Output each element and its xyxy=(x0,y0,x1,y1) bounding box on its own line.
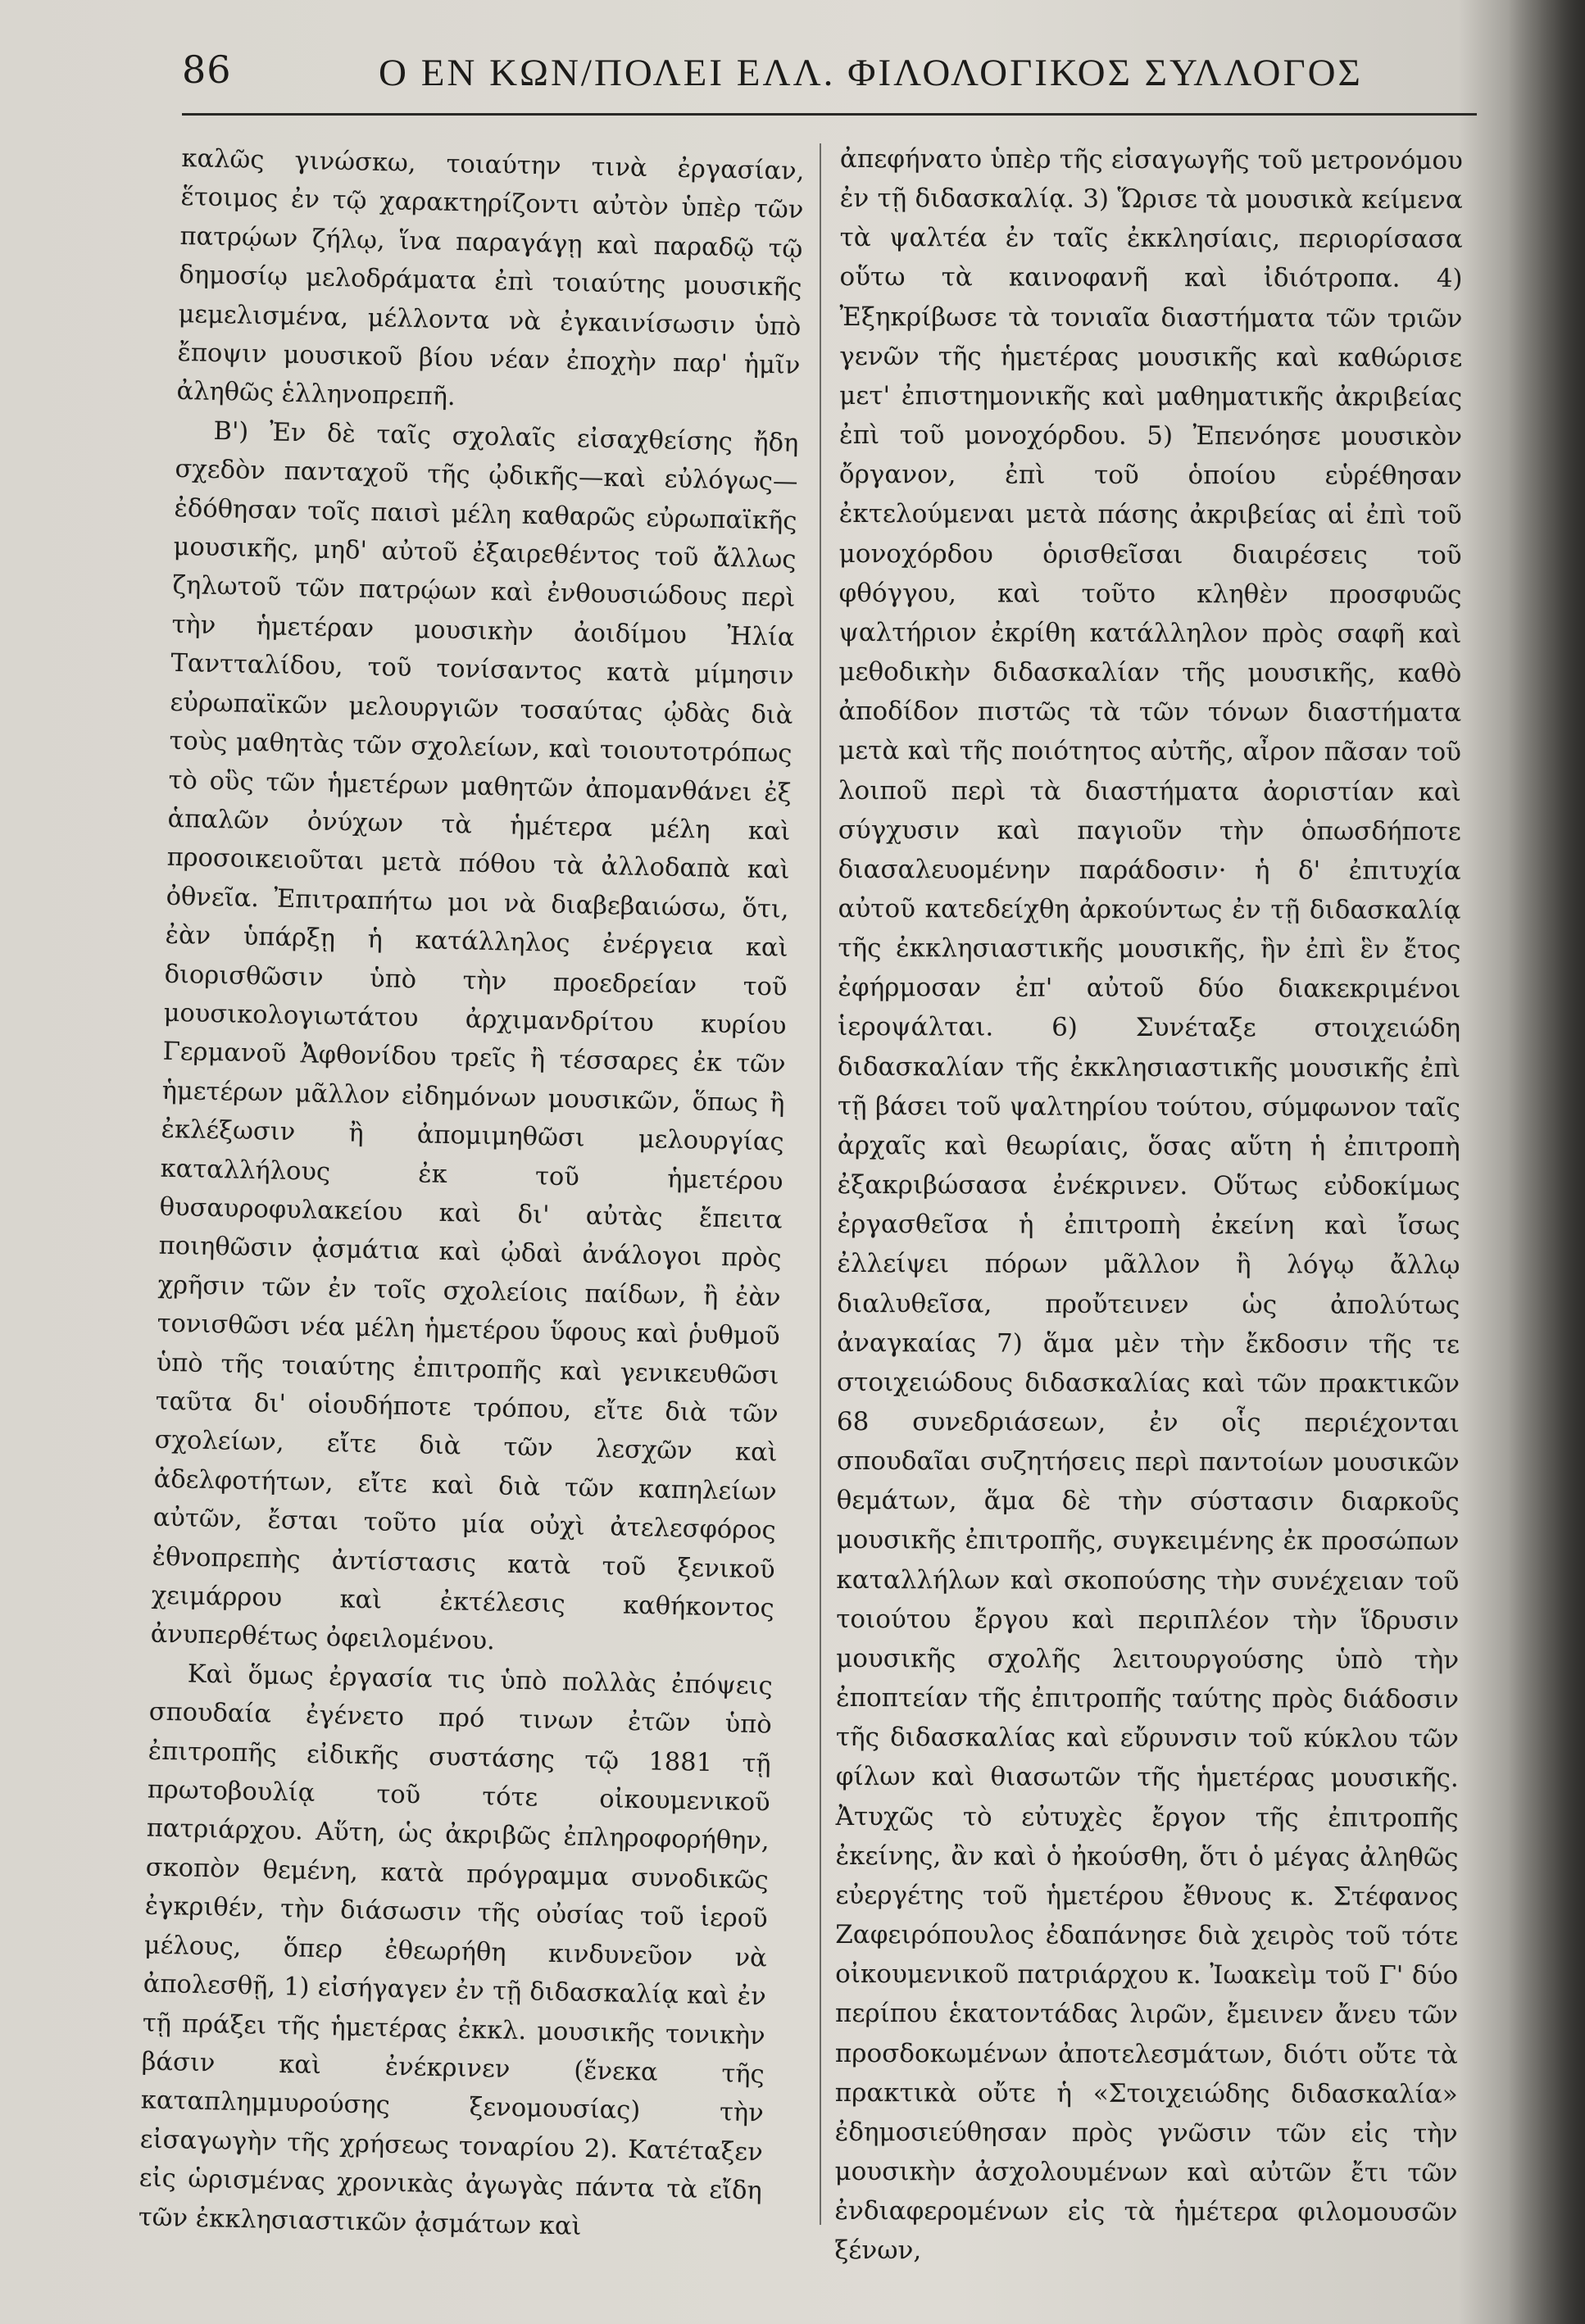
right-column xyxy=(834,139,1463,2272)
book-spine-shadow xyxy=(1508,0,1585,2324)
running-title: Ο ΕΝ ΚΩΝ/ΠΟΛΕΙ ΕΛΛ. ΦΙΛΟΛΟΓΙΚΟΣ ΣΥΛΛΟΓΟΣ xyxy=(379,52,1363,94)
page-number: 86 xyxy=(182,48,232,92)
header-rule xyxy=(182,113,1477,116)
left-paragraph-3: Καὶ ὅμως ἐργασία τις ὑπὸ πολλὰς ἐπόψεις σπουδαία ἐγένετο πρό τινων ἐτῶν ὑπὸ ἐπιτροπῆς εἰδικῆς συστάσης τῷ 1881 τῇ πρωτοβουλίᾳ τοῦ τότε οἰκουμενικοῦ πατριάρχου. Αὕτη, ὡς ἀκριβῶς ἐπληροφορήθην, σκοπὸν θεμένη, κατὰ πρόγραμμα συνοδικῶς ἐγκριθέν, τὴν διάσωσιν τῆς οὐσίας τοῦ ἱεροῦ μέλους, ὅπερ ἐθεωρήθη κινδυνεῦον νὰ ἀπολεσθῇ, 1) εἰσήγαγεν ἐν τῇ διδασκαλίᾳ καὶ ἐν τῇ πράξει τῆς ἡμετέρας ἐκκλ. μουσικῆς τονικὴν βάσιν καὶ ἐνέκρινεν (ἕνεκα τῆς καταπλημμυρούσης ξενομουσίας) τὴν εἰσαγωγὴν τῆς χρήσεως τοναρίου 2). Κατέταξεν εἰς ὡρισμένας χρονικὰς ἀγωγὰς πάντα τὰ εἴδη τῶν ἐκκλησιαστικῶν ᾀσμάτων καὶ xyxy=(138,1659,773,2241)
left-column xyxy=(138,139,804,2249)
left-paragraph-2: Β') Ἐν δὲ ταῖς σχολαῖς εἰσαχθείσης ἤδη σχεδὸν πανταχοῦ τῆς ᾠδικῆς—καὶ εὐλόγως— ἐδόθησαν τοῖς παισὶ μέλη καθαρῶς εὐρωπαϊκῆς μουσικῆς, μηδ' αὐτοῦ ἐξαιρεθέντος τοῦ ἄλλως ζηλωτοῦ τῶν πατρῴων καὶ ἐνθουσιώδους περὶ τὴν ἡμετέραν μουσικὴν ἀοιδίμου Ἠλία Ταντταλίδου, τοῦ τονίσαντος κατὰ μίμησιν εὐρωπαϊκῶν μελουργιῶν τοσαύτας ᾠδὰς διὰ τοὺς μαθητὰς τῶν σχολείων, καὶ τοιουτοτρόπως τὸ οὓς τῶν ἡμετέρων μαθητῶν ἀπομανθάνει ἐξ ἁπαλῶν ὀνύχων τὰ ἡμέτερα μέλη καὶ προσοικειοῦται μετὰ πόθου τὰ ἀλλοδαπὰ καὶ ὀθνεῖα. Ἐπιτραπήτω μοι νὰ διαβεβαιώσω, ὅτι, ἐὰν ὑπάρξῃ ἡ κατάλληλος ἐνέργεια καὶ διορισθῶσιν ὑπὸ τὴν προεδρείαν τοῦ μουσικολογιωτάτου ἀρχιμανδρίτου κυρίου Γερμανοῦ Ἀφθονίδου τρεῖς ἢ τέσσαρες ἐκ τῶν ἡμετέρων μᾶλλον εἰδημόνων μουσικῶν, ὅπως ἢ ἐκλέξωσιν ἢ ἀπομιμηθῶσι μελουργίας καταλλήλους ἐκ τοῦ ἡμετέρου θυσαυροφυλακείου καὶ δι' αὐτὰς ἔπειτα ποιηθῶσιν ᾀσμάτια καὶ ᾠδαὶ ἀνάλογοι πρὸς χρῆσιν τῶν ἐν τοῖς σχολείοις παίδων, ἢ ἐὰν τονισθῶσι νέα μέλη ἡμετέρου ὕφους καὶ ῥυθμοῦ ὑπὸ τῆς τοιαύτης ἐπιτροπῆς καὶ γενικευθῶσι ταῦτα δι' οἱουδήποτε τρόπου, εἴτε διὰ τῶν σχολείων, εἴτε διὰ τῶν λεσχῶν καὶ ἀδελφοτήτων, εἴτε καὶ διὰ τῶν καπηλείων αὐτῶν, ἔσται τοῦτο μία οὐχὶ ἀτελεσφόρος ἐθνοπρεπὴς ἀντίστασις κατὰ τοῦ ξενικοῦ χειμάρρου καὶ ἐκτέλεσις καθήκοντος ἀνυπερθέτως ὀφειλομένου. xyxy=(150,416,799,1656)
page-header xyxy=(182,41,1493,107)
right-paragraph-1: ἀπεφήνατο ὑπὲρ τῆς εἰσαγωγῆς τοῦ μετρονόμου ἐν τῇ διδασκαλίᾳ. 3) Ὥρισε τὰ μουσικὰ κείμενα τὰ ψαλτέα ἐν ταῖς ἐκκλησίαις, περιορίσασα οὕτω τὰ καινοφανῆ καὶ ἰδιότροπα. 4) Ἐξηκρίβωσε τὰ τονιαῖα διαστήματα τῶν τριῶν γενῶν τῆς ἡμετέρας μουσικῆς καὶ καθώρισε μετ' ἐπιστημονικῆς καὶ μαθηματικῆς ἀκριβείας ἐπὶ τοῦ μονοχόρδου. 5) Ἐπενόησε μουσικὸν ὄργανον, ἐπὶ τοῦ ὁποίου εὑρέθησαν ἐκτελούμεναι μετὰ πάσης ἀκριβείας αἱ ἐπὶ τοῦ μονοχόρδου ὁρισθεῖσαι διαιρέσεις τοῦ φθόγγου, καὶ τοῦτο κληθὲν προσφυῶς ψαλτήριον ἐκρίθη κατάλληλον πρὸς σαφῆ καὶ μεθοδικὴν διδασκαλίαν τῆς μουσικῆς, καθὸ ἀποδίδον πιστῶς τὰ τῶν τόνων διαστήματα μετὰ καὶ τῆς ποιότητος αὐτῆς, αἶρον πᾶσαν τοῦ λοιποῦ περὶ τὰ διαστήματα ἀοριστίαν καὶ σύγχυσιν καὶ παγιοῦν τὴν ὁπωσδήποτε διασαλευομένην παράδοσιν· ἡ δ' ἐπιτυχία αὐτοῦ κατεδείχθη ἀρκούντως ἐν τῇ διδασκαλίᾳ τῆς ἐκκλησιαστικῆς μουσικῆς, ἣν ἐπὶ ἓν ἔτος ἐφήρμοσαν ἐπ' αὐτοῦ δύο διακεκριμένοι ἱεροψάλται. 6) Συνέταξε στοιχειώδη διδασκαλίαν τῆς ἐκκλησιαστικῆς μουσικῆς ἐπὶ τῇ βάσει τοῦ ψαλτηρίου τούτου, σύμφωνον ταῖς ἀρχαῖς καὶ θεωρίαις, ὅσας αὕτη ἡ ἐπιτροπὴ ἐξακριβώσασα ἐνέκρινεν. Οὕτως εὐδοκίμως ἐργασθεῖσα ἡ ἐπιτροπὴ ἐκείνη καὶ ἴσως ἐλλείψει πόρων μᾶλλον ἢ λόγῳ ἄλλῳ διαλυθεῖσα, προὔτεινεν ὡς ἀπολύτως ἀναγκαίας 7) ἅμα μὲν τὴν ἔκδοσιν τῆς τε στοιχειώδους διδασκαλίας καὶ τῶν πρακτικῶν 68 συνεδριάσεων, ἐν οἷς περιέχονται σπουδαῖαι συζητήσεις περὶ παντοίων μουσικῶν θεμάτων, ἅμα δὲ τὴν σύστασιν διαρκοῦς μουσικῆς ἐπιτροπῆς, συγκειμένης ἐκ προσώπων καταλλήλων καὶ σκοπούσης τὴν συνέχειαν τοῦ τοιούτου ἔργου καὶ περιπλέον τὴν ἵδρυσιν μουσικῆς σχολῆς λειτουργούσης ὑπὸ τὴν ἐποπτείαν τῆς ἐπιτροπῆς ταύτης πρὸς διάδοσιν τῆς διδασκαλίας καὶ εὔρυνσιν τοῦ κύκλου τῶν φίλων καὶ θιασωτῶν τῆς ἡμετέρας μουσικῆς. Ἀτυχῶς τὸ εὐτυχὲς ἔργον τῆς ἐπιτροπῆς ἐκείνης, ἂν καὶ ὁ ἠκούσθη, ὅτι ὁ μέγας ἀληθῶς εὐεργέτης τοῦ ἡμετέρου ἔθνους κ. Στέφανος Ζαφειρόπουλος ἐδαπάνησε διὰ χειρὸς τοῦ τότε οἰκουμενικοῦ πατριάρχου κ. Ἰωακεὶμ τοῦ Γ' δύο περίπου ἑκατοντάδας λιρῶν, ἔμεινεν ἄνευ τῶν προσδοκωμένων ἀποτελεσμάτων, διότι οὔτε τὰ πρακτικὰ οὔτε ἡ «Στοιχειώδης διδασκαλία» ἐδημοσιεύθησαν πρὸς γνῶσιν τῶν εἰς τὴν μουσικὴν ἀσχολουμένων καὶ αὐτῶν ἔτι τῶν ἐνδιαφερομένων εἰς τὰ ἡμέτερα φιλομουσῶν ξένων, xyxy=(834,143,1463,2266)
column-divider xyxy=(820,143,821,2225)
left-paragraph-1: καλῶς γινώσκω, τοιαύτην τινὰ ἐργασίαν, ἕτοιμος ἐν τῷ χαρακτηρίζοντι αὐτὸν ὑπὲρ τῶν πατρῴων ζήλῳ, ἵνα παραγάγῃ καὶ παραδῷ τῷ δημοσίῳ μελοδράματα ἐπὶ τοιαύτης μουσικῆς μεμελισμένα, μέλλοντα νὰ ἐγκαινίσωσιν ὑπὸ ἔποψιν μουσικοῦ βίου νέαν ἐποχὴν παρ' ἡμῖν ἀληθῶς ἑλληνοπρεπῆ. xyxy=(176,143,805,412)
